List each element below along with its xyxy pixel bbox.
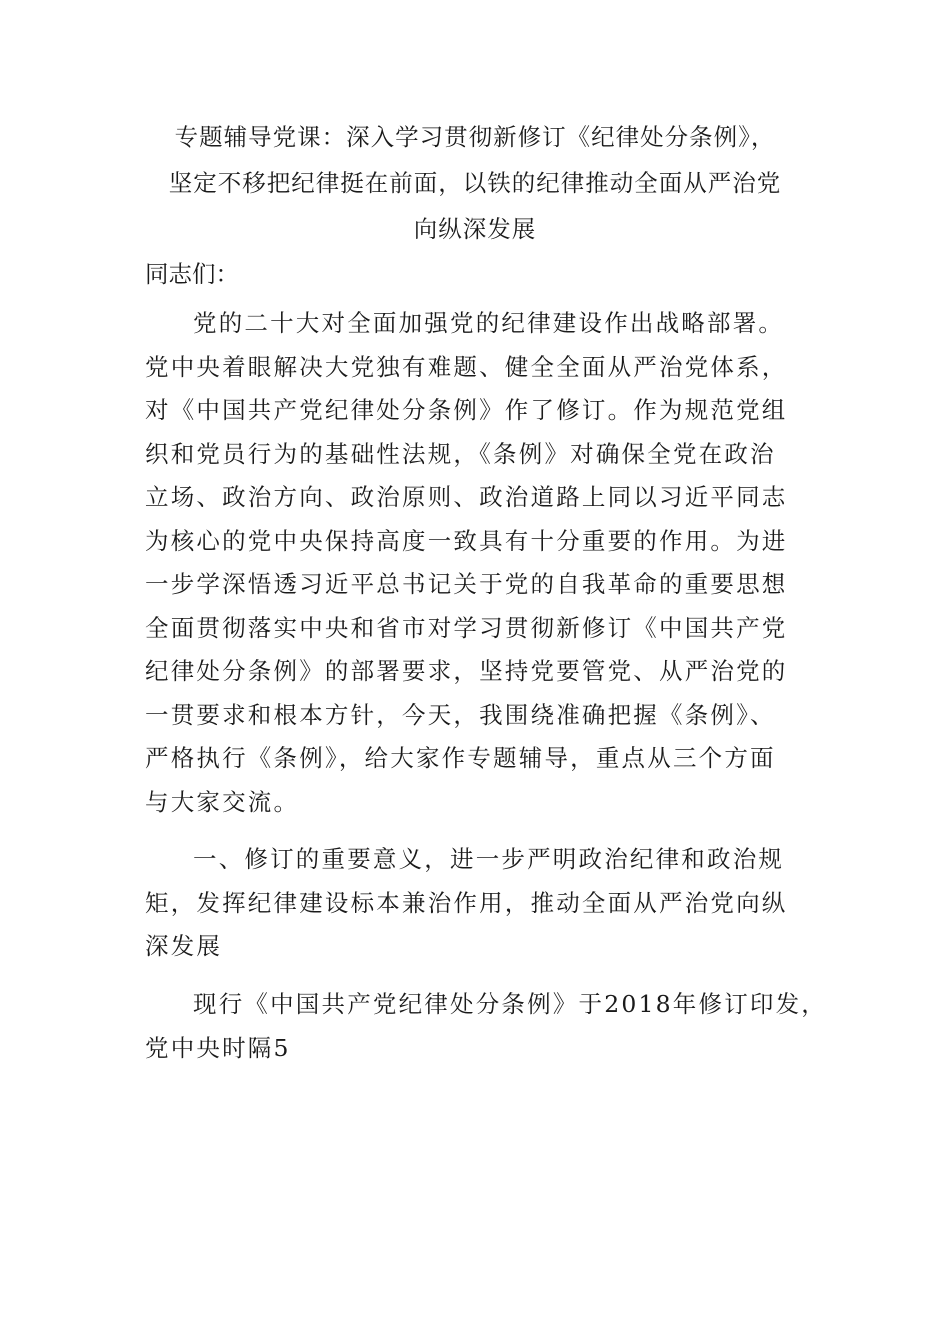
title-line: 向纵深发展	[413, 215, 537, 243]
paragraph-line: 织和党员行为的基础性法规，《条例》对确保全党在政治	[145, 439, 776, 468]
title-line: 专题辅导党课：深入学习贯彻新修订《纪律处分条例》，	[174, 123, 776, 151]
paragraph-line: 矩，发挥纪律建设标本兼治作用，推动全面从严治党向纵	[145, 888, 788, 917]
title-line: 坚定不移把纪律挺在前面，以铁的纪律推动全面从严治党	[168, 169, 782, 197]
paragraph-line: 严格执行《条例》，给大家作专题辅导，重点从三个方面	[145, 744, 776, 772]
paragraph-line: 党中央着眼解决大党独有难题、健全全面从严治党体系，	[145, 352, 788, 381]
section-heading-paragraph	[145, 838, 805, 969]
body-paragraph-intro	[145, 302, 805, 824]
paragraph-line: 一步学深悟透习近平总书记关于党的自我革命的重要思想	[145, 570, 788, 598]
paragraph-line: 一、修订的重要意义，进一步严明政治纪律和政治规	[193, 845, 785, 873]
salutation: 同志们：	[145, 260, 239, 288]
paragraph-line: 党的二十大对全面加强党的纪律建设作出战略部署。	[193, 309, 785, 337]
paragraph-line: 立场、政治方向、政治原则、政治道路上同以习近平同志	[145, 483, 788, 511]
paragraph-line: 为核心的党中央保持高度一致具有十分重要的作用。为进	[145, 526, 788, 555]
paragraph-line: 对《中国共产党纪律处分条例》作了修订。作为规范党组	[145, 396, 788, 424]
body-paragraph-current	[145, 983, 828, 1070]
document-title	[145, 114, 805, 252]
paragraph-line: 全面贯彻落实中央和省市对学习贯彻新修订《中国共产党	[145, 613, 788, 642]
paragraph-line: 现行《中国共产党纪律处分条例》于2018年修订印发，	[193, 990, 828, 1018]
paragraph-line: 深发展	[145, 932, 223, 960]
paragraph-line: 一贯要求和根本方针，今天，我围绕准确把握《条例》、	[145, 700, 776, 729]
paragraph-line: 党中央时隔5	[145, 1033, 291, 1062]
paragraph-line: 纪律处分条例》的部署要求，坚持党要管党、从严治党的	[145, 657, 788, 685]
paragraph-line: 与大家交流。	[145, 787, 300, 816]
